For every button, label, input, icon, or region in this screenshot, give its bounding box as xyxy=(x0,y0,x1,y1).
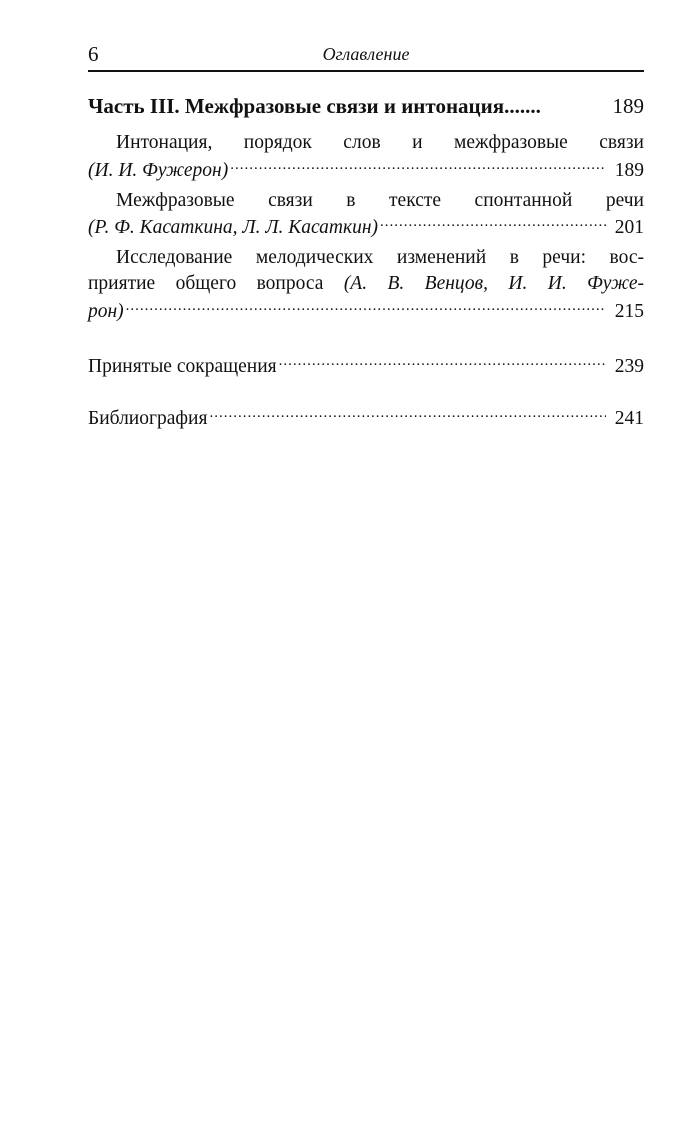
page-header xyxy=(88,36,644,72)
toc-abbreviations xyxy=(88,353,644,381)
page-number: 6 xyxy=(88,42,99,66)
running-title: Оглавление xyxy=(322,44,410,64)
entry-title-line: Интонация, порядок слов и межфразовые связи xyxy=(116,132,644,153)
entry-author-line xyxy=(88,297,644,325)
entry-authors: (А. В. Венцов, И. И. Фуже- xyxy=(343,273,644,294)
part-title: Часть III. Межфразовые связи и интонация....... xyxy=(88,94,541,118)
bibliography-title: Библиография xyxy=(88,407,208,429)
entry-title-line: Исследование мелодических изменений в речи: вос- xyxy=(116,247,644,268)
toc-part-heading xyxy=(88,92,644,120)
dot-leader xyxy=(230,156,606,176)
entry-author-line xyxy=(88,156,644,184)
section-gap xyxy=(88,329,644,353)
toc-bibliography xyxy=(88,404,644,432)
toc-entry xyxy=(88,245,644,325)
table-of-contents xyxy=(88,92,644,432)
entry-title-line-2 xyxy=(88,271,644,297)
entry-author-line xyxy=(88,214,644,242)
dot-leader xyxy=(209,404,606,424)
entry-title-continuation: приятие общего вопроса xyxy=(88,273,344,294)
dot-leader xyxy=(380,214,606,234)
dot-leader xyxy=(279,353,606,373)
abbreviations-page-number: 239 xyxy=(614,356,644,377)
part-page-number: 189 xyxy=(612,94,644,118)
toc-entry xyxy=(88,188,644,242)
section-gap xyxy=(88,380,644,404)
book-page xyxy=(88,36,644,432)
entry-title-line: Межфразовые связи в тексте спонтанной речи xyxy=(116,189,644,211)
entry-authors: (Р. Ф. Касаткина, Л. Л. Касаткин) xyxy=(88,217,378,238)
entry-page-number: 215 xyxy=(614,300,644,322)
bibliography-page-number: 241 xyxy=(614,407,644,429)
entry-page-number: 189 xyxy=(614,159,644,181)
entry-page-number: 201 xyxy=(614,217,644,238)
abbreviations-title: Принятые сокращения xyxy=(88,356,277,377)
entry-authors: (И. И. Фужерон) xyxy=(88,159,229,181)
toc-entry xyxy=(88,130,644,184)
dot-leader xyxy=(126,297,606,317)
entry-authors-continuation: рон) xyxy=(88,300,124,322)
